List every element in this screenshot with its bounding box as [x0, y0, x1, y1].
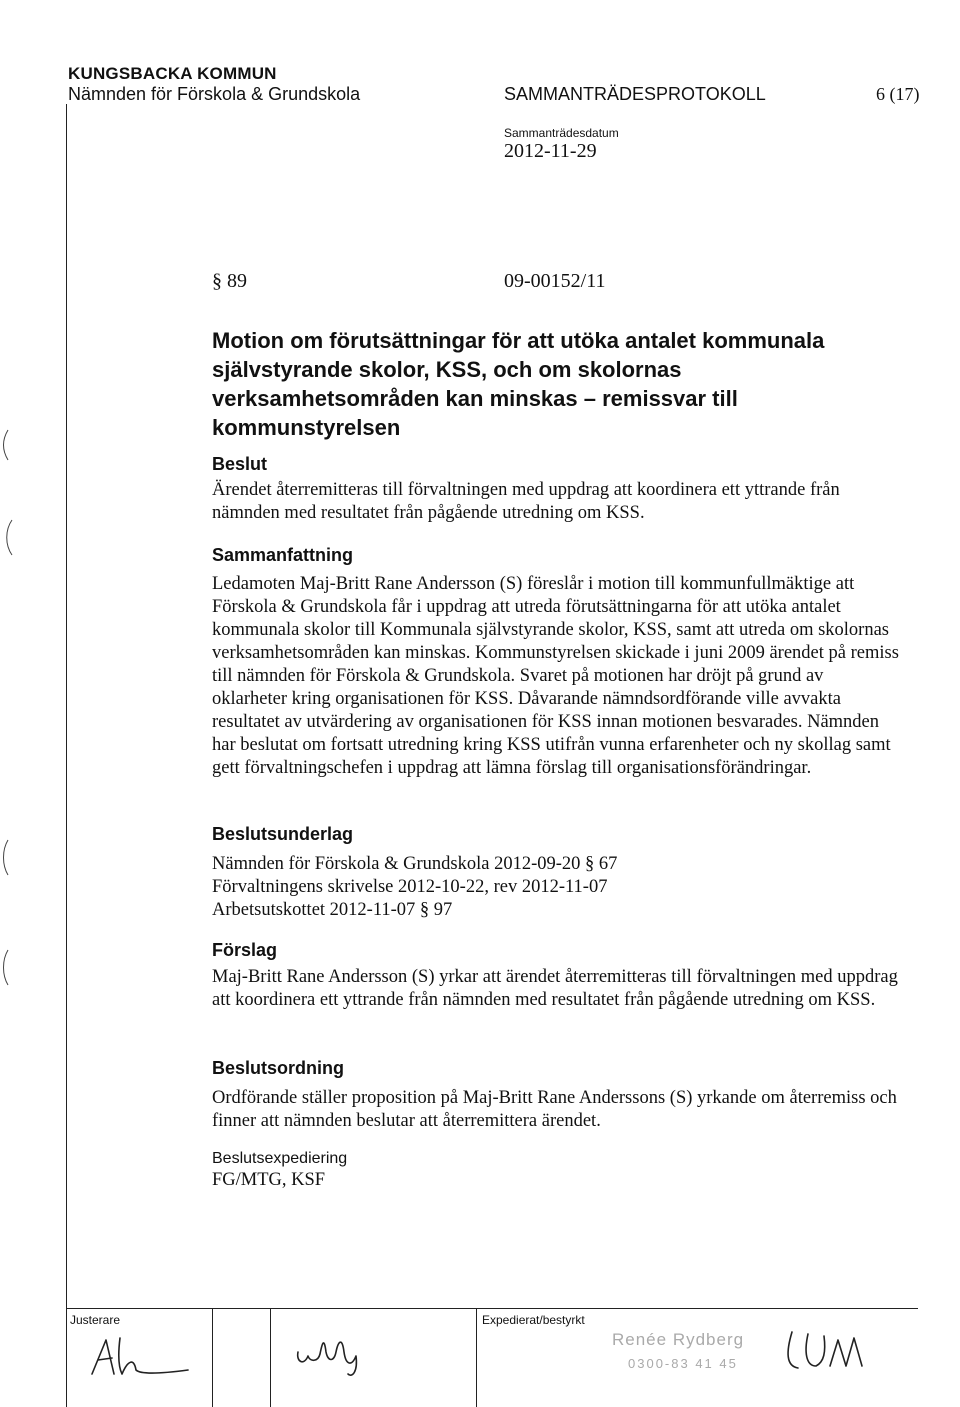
text-sammanfattning: Ledamoten Maj-Britt Rane Andersson (S) föreslår i motion till kommunfullmäktige att Förskola & Grundskola får i uppdrag att utreda förutsättningarna för att utöka antalet kommunala skolor till Kommunala självstyrande skolor, KSS, samt att utreda om skolornas verksamhetsområden kan minskas. Kommunstyrelsen skickade i juni 2009 ärendet på remiss till nämnden för Förskola & Grundskola. Svaret på motionen har dröjt på grund av oklarheter kring organisationen för KSS. Dåvarande nämndsordförande ville avvakta resultatet av utvärdering av organisationen för KSS innan motionen besvarades. Nämnden har beslutat om fortsatt utredning kring KSS utifrån vunna erfarenheter och ny skollag samt gett förvaltningschefen i uppdrag att lämna förslag till organisationsförändringar.	[212, 574, 899, 778]
heading-forslag: Förslag	[212, 940, 278, 960]
footer-divider	[212, 1308, 213, 1407]
heading-sammanfattning: Sammanfattning	[212, 545, 354, 565]
footer-divider	[476, 1308, 477, 1407]
text-beslutsordning: Ordförande ställer proposition på Maj-Britt Rane Anderssons (S) yrkande om återremiss och finner att nämnden beslutar att återremittera ärendet.	[212, 1088, 897, 1131]
underlag-item: Förvaltningens skrivelse 2012-10-22, rev 2012-11-07	[212, 877, 608, 897]
item-title: Motion om förutsättningar för att utöka antalet kommunala självstyrande skolor, KSS, och om skolornas verksamhetsområden kan minskas – remissvar till kommunstyrelsen	[212, 328, 825, 440]
heading-beslutsunderlag: Beslutsunderlag	[212, 824, 354, 844]
left-margin-line	[66, 104, 67, 1292]
underlag-item: Nämnden för Förskola & Grundskola 2012-09-20 § 67	[212, 854, 618, 874]
paragraph-number: § 89	[212, 270, 247, 292]
heading-beslutsordning: Beslutsordning	[212, 1058, 345, 1078]
committee-name: Nämnden för Förskola & Grundskola	[68, 84, 361, 104]
document-type: SAMMANTRÄDESPROTOKOLL	[504, 84, 766, 104]
footer-divider	[66, 1292, 67, 1407]
text-beslutsexpediering: FG/MTG, KSF	[212, 1170, 326, 1190]
footer-divider	[270, 1308, 271, 1407]
text-beslut: Ärendet återremitteras till förvaltningen med uppdrag att koordinera ett yttrande från nämnden med resultatet från pågående utredning om KSS.	[212, 480, 840, 523]
footer-top-line	[66, 1308, 918, 1309]
signature-justerare-2	[292, 1322, 382, 1382]
organization-name: KUNGSBACKA KOMMUN	[68, 64, 277, 83]
text-forslag: Maj-Britt Rane Andersson (S) yrkar att ärendet återremitteras till förvaltningen med uppdrag att koordinera ett yttrande från nämnden med resultatet från pågående utredning om KSS.	[212, 967, 898, 1010]
date-label: Sammanträdesdatum	[504, 126, 619, 140]
case-number: 09-00152/11	[504, 270, 606, 292]
margin-marks	[0, 420, 40, 1020]
stamp-name: Renée Rydberg	[612, 1330, 745, 1349]
signature-expedierat	[780, 1322, 880, 1382]
justerare-label: Justerare	[70, 1313, 121, 1327]
stamp-phone: 0300-83 41 45	[628, 1356, 738, 1371]
heading-beslutsexpediering: Beslutsexpediering	[212, 1150, 348, 1167]
heading-beslut: Beslut	[212, 454, 268, 474]
page-number: 6 (17)	[876, 84, 920, 104]
signature-justerare-1	[88, 1330, 198, 1390]
meeting-date: 2012-11-29	[504, 140, 597, 162]
underlag-item: Arbetsutskottet 2012-11-07 § 97	[212, 900, 453, 920]
list-beslutsunderlag	[212, 853, 902, 922]
expedierat-label: Expedierat/bestyrkt	[482, 1313, 585, 1327]
